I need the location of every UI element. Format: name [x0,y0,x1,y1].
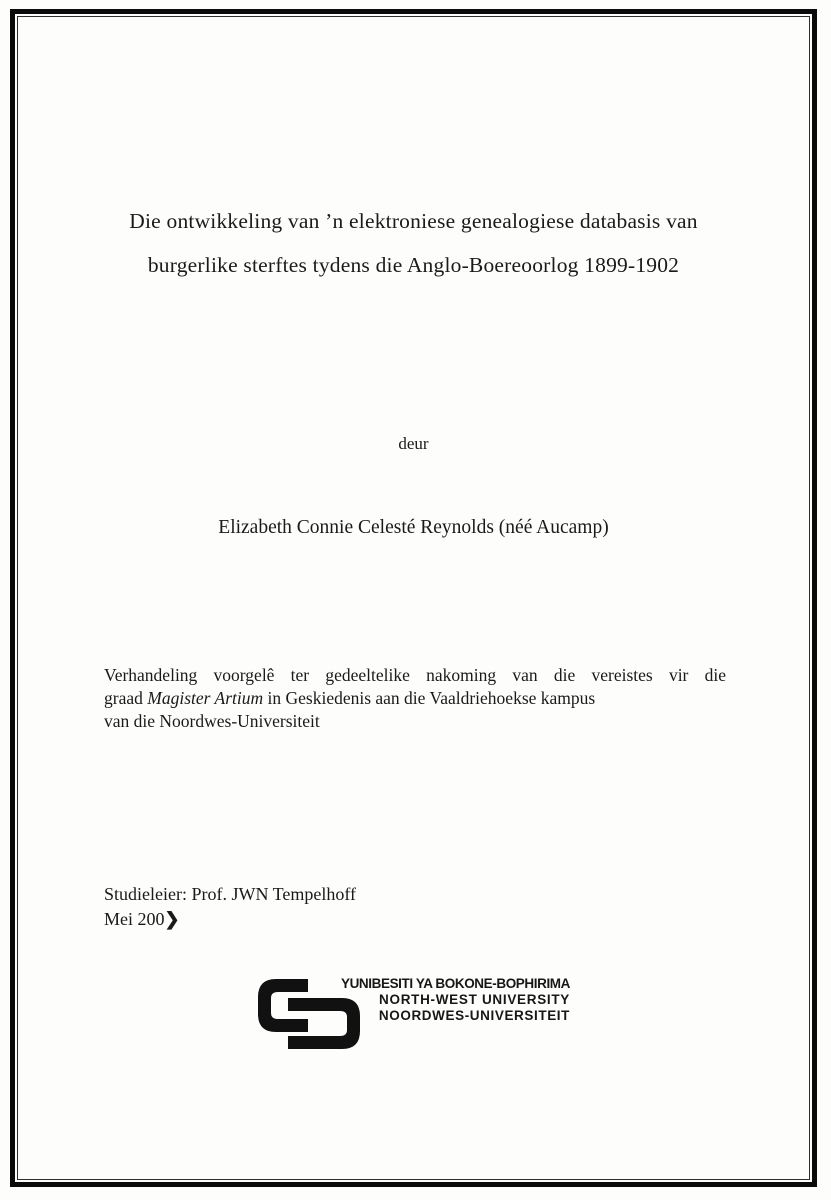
supervisor-and-date [104,882,356,932]
date-prefix: Mei 200 [104,909,165,929]
degree-statement-line-2-prefix: graad [104,688,148,709]
degree-statement-line-3: van die Noordwes-Universiteit [104,711,320,732]
date-line [104,907,356,932]
degree-statement-line-2-suffix: in Geskiedenis aan die Vaaldriehoekse kampus [263,688,596,709]
date-seven-glyph: ❯ [164,909,180,929]
university-name-setswana: YUNIBESITI YA BOKONE-BOPHIRIMA [340,976,570,991]
university-name-afrikaans: NOORDWES-UNIVERSITEIT [378,1008,570,1023]
degree-statement [104,664,726,734]
degree-name-italic: Magister Artium [147,688,264,709]
author-name: Elizabeth Connie Celesté Reynolds (néé Aucamp) [218,517,609,538]
supervisor-line: Studieleier: Prof. JWN Tempelhoff [104,884,357,904]
byline-deur: deur [398,434,429,453]
degree-statement-line-2 [104,687,726,710]
thesis-title [60,199,767,287]
thesis-title-line-2: burgerlike sterftes tydens die Anglo-Boereoorlog 1899-1902 [147,253,680,277]
thesis-title-line-1: Die ontwikkeling van ’n elektroniese genealogiese databasis van [129,209,698,233]
degree-statement-line-1: Verhandeling voorgelê ter gedeeltelike nakoming van die vereistes vir die [104,665,726,685]
north-west-university-logo [256,966,586,1056]
university-name-english: NORTH-WEST UNIVERSITY [379,992,570,1007]
university-name-block [318,976,570,1024]
